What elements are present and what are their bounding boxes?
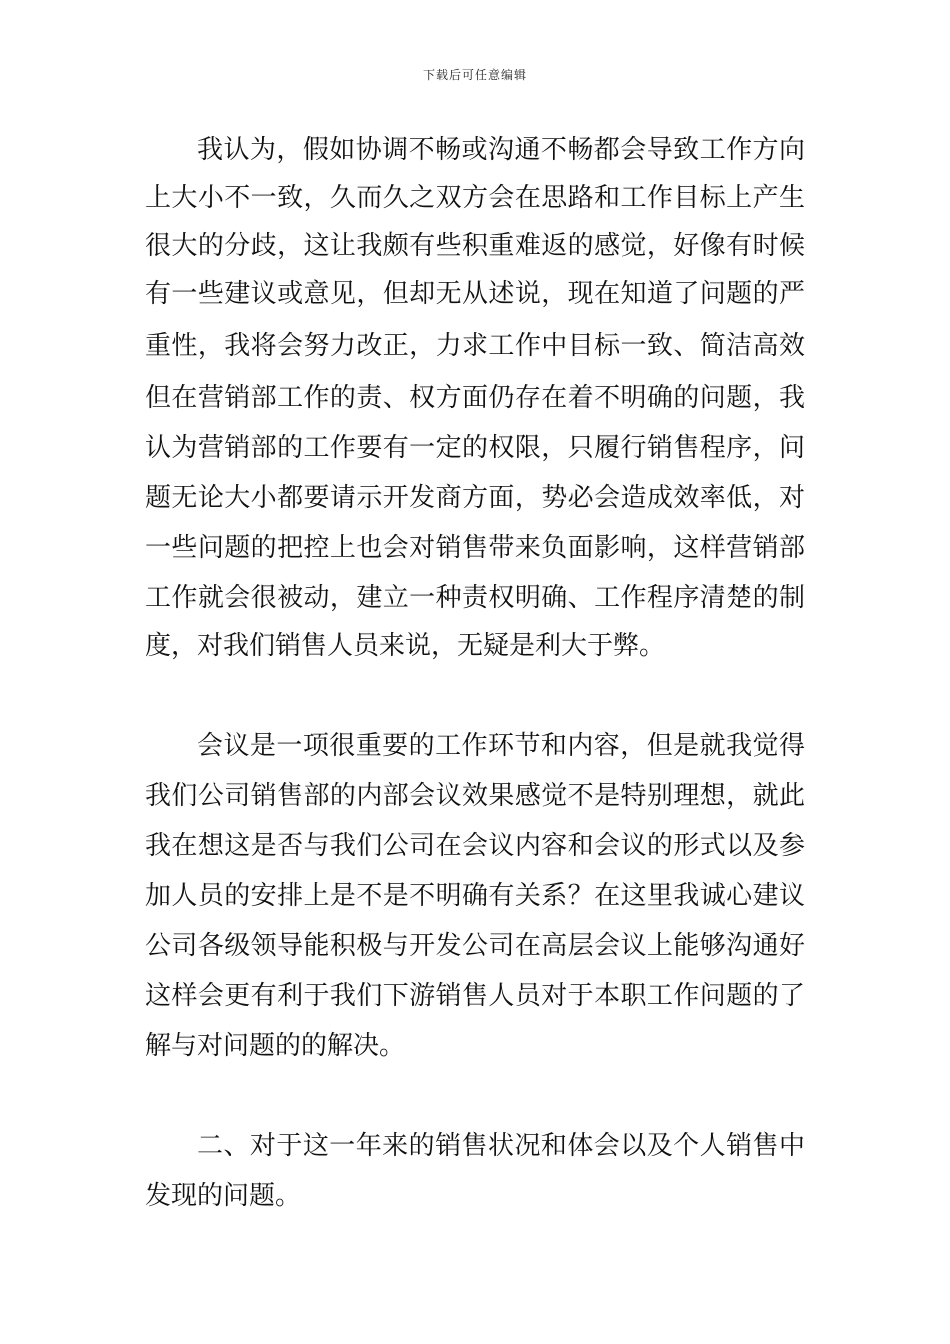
paragraph-2-line-3: 我在想这是否与我们公司在会议内容和会议的形式以及参 bbox=[145, 831, 805, 861]
paragraph-2-line-2: 我们公司销售部的内部会议效果感觉不是特别理想，就此 bbox=[145, 781, 805, 811]
paragraph-1-line-1: 我认为，假如协调不畅或沟通不畅都会导致工作方向 bbox=[197, 135, 805, 165]
paragraph-3-line-1: 二、对于这一年来的销售状况和体会以及个人销售中 bbox=[197, 1131, 805, 1161]
paragraph-1-line-2: 上大小不一致，久而久之双方会在思路和工作目标上产生 bbox=[145, 183, 805, 213]
paragraph-1-line-10: 工作就会很被动，建立一种责权明确、工作程序清楚的制 bbox=[145, 583, 805, 613]
paragraph-1-line-9: 一些问题的把控上也会对销售带来负面影响，这样营销部 bbox=[145, 533, 805, 563]
paragraph-2-line-5: 公司各级领导能积极与开发公司在高层会议上能够沟通好 bbox=[145, 931, 805, 961]
paragraph-1-line-5: 重性，我将会努力改正，力求工作中目标一致、简洁高效 bbox=[145, 331, 805, 361]
paragraph-2-line-7: 解与对问题的的解决。 bbox=[145, 1031, 406, 1061]
paragraph-3-line-2: 发现的问题。 bbox=[145, 1181, 302, 1211]
paragraph-1-line-4: 有一些建议或意见，但却无从述说，现在知道了问题的严 bbox=[145, 279, 805, 309]
paragraph-2-line-6: 这样会更有利于我们下游销售人员对于本职工作问题的了 bbox=[145, 981, 805, 1011]
paragraph-1-line-6: 但在营销部工作的责、权方面仍存在着不明确的问题，我 bbox=[145, 383, 805, 413]
paragraph-2-line-4: 加人员的安排上是不是不明确有关系？在这里我诚心建议 bbox=[145, 881, 805, 911]
paragraph-1-line-7: 认为营销部的工作要有一定的权限，只履行销售程序，问 bbox=[145, 433, 805, 463]
paragraph-1-line-11: 度，对我们销售人员来说，无疑是利大于弊。 bbox=[145, 631, 666, 661]
paragraph-1-line-8: 题无论大小都要请示开发商方面，势必会造成效率低，对 bbox=[145, 483, 805, 513]
paragraph-2-line-1: 会议是一项很重要的工作环节和内容，但是就我觉得 bbox=[197, 731, 805, 761]
header-note: 下载后可任意编辑 bbox=[422, 68, 527, 82]
paragraph-1-line-3: 很大的分歧，这让我颇有些积重难返的感觉，好像有时候 bbox=[145, 231, 805, 261]
